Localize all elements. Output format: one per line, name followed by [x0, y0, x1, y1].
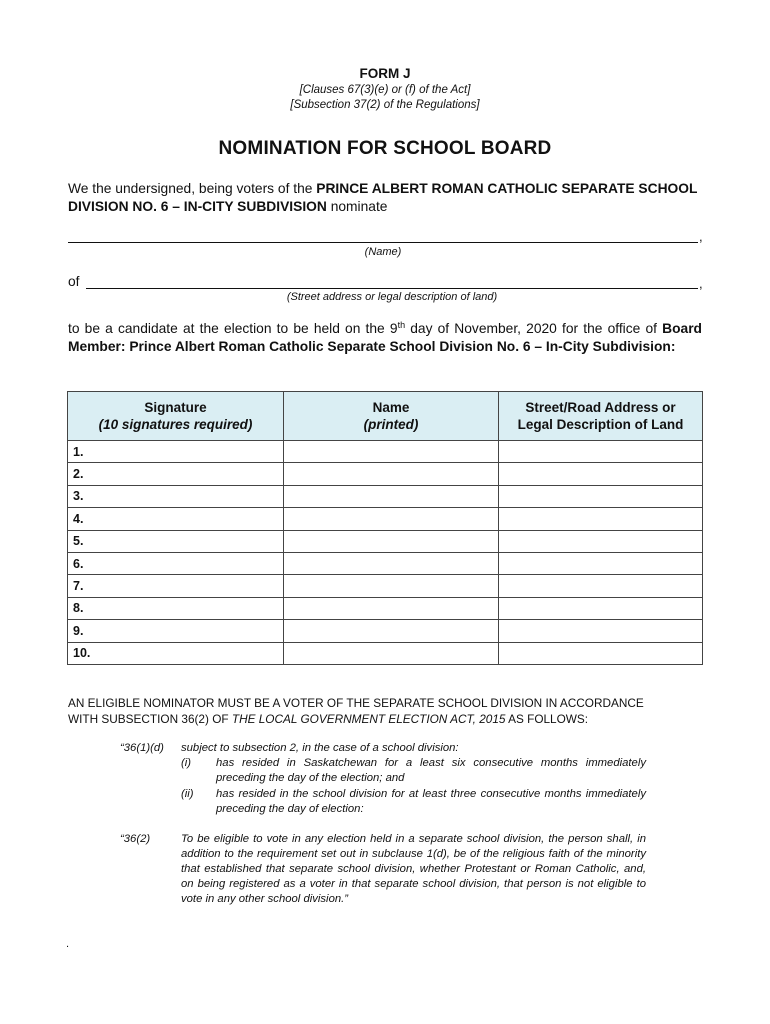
row-number-cell[interactable]: 1. [68, 441, 284, 463]
name-cell[interactable] [284, 508, 499, 530]
address-cell[interactable] [499, 642, 703, 664]
address-field[interactable] [86, 272, 698, 289]
address-cell[interactable] [499, 441, 703, 463]
name-cell[interactable] [284, 597, 499, 619]
table-row [68, 597, 703, 619]
form-title: FORM J [359, 66, 411, 81]
row-number-cell[interactable]: 6. [68, 552, 284, 574]
clauses-reference: [Clauses 67(3)(e) or (f) of the Act] [299, 84, 471, 96]
intro-suffix: nominate [326, 199, 388, 214]
table-row [68, 508, 703, 530]
row-number-cell[interactable]: 7. [68, 575, 284, 597]
signature-table [67, 391, 703, 665]
intro-paragraph [68, 180, 702, 216]
row-number-cell[interactable]: 4. [68, 508, 284, 530]
address-cell[interactable] [499, 530, 703, 552]
office-title: Board Member: Prince Albert Roman Catholic Separate School Division No. 6 – In-City Subdivision: [68, 321, 702, 354]
name-cell[interactable] [284, 485, 499, 507]
section-36-1d-text: subject to subsection 2, in the case of a school division: [181, 742, 459, 754]
footer-mark: . [66, 938, 70, 950]
item-i-text: has resided in Saskatchewan for a least six consecutive months immediately preceding the day of the election; and [216, 757, 646, 784]
name-cell[interactable] [284, 463, 499, 485]
row-number-cell[interactable]: 2. [68, 463, 284, 485]
address-cell[interactable] [499, 620, 703, 642]
candidate-text-2: day of November, 2020 for the office of [405, 321, 663, 336]
row-number-cell[interactable]: 5. [68, 530, 284, 552]
table-row [68, 441, 703, 463]
ordinal-suffix: th [397, 320, 406, 330]
table-row [68, 530, 703, 552]
address-cell[interactable] [499, 575, 703, 597]
address-cell[interactable] [499, 597, 703, 619]
address-cell[interactable] [499, 508, 703, 530]
notice-line-2: WITH SUBSECTION 36(2) OF THE LOCAL GOVERNMENT ELECTION ACT, 2015 AS FOLLOWS: [68, 712, 589, 726]
name-field[interactable] [68, 226, 698, 243]
eligibility-notice [68, 695, 708, 727]
table-row [68, 620, 703, 642]
address-cell[interactable] [499, 463, 703, 485]
name-cell[interactable] [284, 575, 499, 597]
act-name: THE LOCAL GOVERNMENT ELECTION ACT, 2015 [231, 712, 506, 726]
section-36-2-text: To be eligible to vote in any election held in a separate school division, the person shall, in addition to the requirement set out in subclause 1(d), be of the religious faith of the minority that established that separate school division, whether Protestant or Roman Catholic, and, on being registered as a voter in that separate school division, that person is not eligible to vote in any other school division.” [181, 833, 646, 905]
section-36-2-ref: “36(2) [120, 833, 151, 845]
section-36-1d-ref: “36(1)(d) [120, 742, 164, 754]
name-field-comma: , [699, 229, 703, 244]
header-name: Name (printed) [284, 392, 499, 441]
subsection-reference: [Subsection 37(2) of the Regulations] [290, 99, 480, 111]
name-cell[interactable] [284, 642, 499, 664]
row-number-cell[interactable]: 8. [68, 597, 284, 619]
address-cell[interactable] [499, 552, 703, 574]
intro-prefix: We the undersigned, being voters of the [68, 181, 317, 196]
of-label: of [68, 274, 80, 289]
table-row [68, 642, 703, 664]
item-i-number: (i) [181, 757, 192, 769]
candidate-text-1: to be a candidate at the election to be held on the 9 [68, 321, 398, 336]
item-ii-text: has resided in the school division for at least three consecutive months immediately preceding the day of election: [216, 788, 646, 815]
table-row [68, 463, 703, 485]
row-number-cell[interactable]: 10. [68, 642, 284, 664]
table-header-row [68, 392, 703, 441]
page-title: NOMINATION FOR SCHOOL BOARD [218, 138, 552, 159]
row-number-cell[interactable]: 9. [68, 620, 284, 642]
name-cell[interactable] [284, 620, 499, 642]
table-row [68, 485, 703, 507]
name-cell[interactable] [284, 552, 499, 574]
address-caption: (Street address or legal description of land) [286, 291, 498, 303]
name-cell[interactable] [284, 530, 499, 552]
table-row [68, 575, 703, 597]
address-cell[interactable] [499, 485, 703, 507]
table-row [68, 552, 703, 574]
candidate-paragraph [68, 320, 702, 356]
header-signature: Signature (10 signatures required) [68, 392, 284, 441]
name-cell[interactable] [284, 441, 499, 463]
row-number-cell[interactable]: 3. [68, 485, 284, 507]
item-ii-number: (ii) [181, 788, 194, 800]
division-name: PRINCE ALBERT ROMAN CATHOLIC SEPARATE SCHOOL DIVISION NO. 6 – IN-CITY SUBDIVISION [68, 181, 698, 214]
name-caption: (Name) [364, 246, 402, 258]
header-address: Street/Road Address or Legal Description of Land [499, 392, 703, 441]
address-field-comma: , [699, 276, 703, 291]
notice-line-1: AN ELIGIBLE NOMINATOR MUST BE A VOTER OF THE SEPARATE SCHOOL DIVISION IN ACCORDANCE [68, 696, 644, 710]
